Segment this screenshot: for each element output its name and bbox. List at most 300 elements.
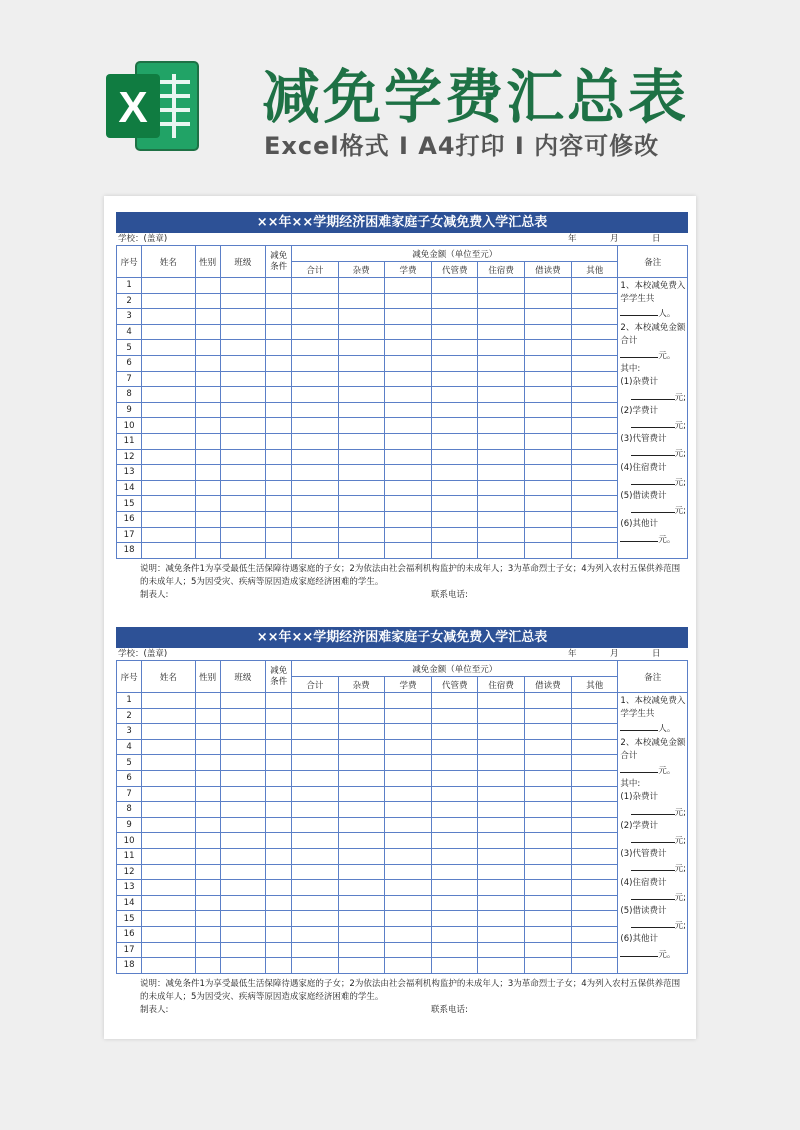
table-cell[interactable] <box>432 848 478 864</box>
table-cell[interactable] <box>572 543 618 559</box>
table-cell[interactable] <box>338 880 384 896</box>
table-cell[interactable] <box>266 324 292 340</box>
table-cell[interactable] <box>338 708 384 724</box>
table-cell[interactable] <box>220 449 265 465</box>
table-cell[interactable] <box>432 480 478 496</box>
table-cell[interactable] <box>266 755 292 771</box>
table-cell[interactable] <box>266 340 292 356</box>
table-cell[interactable] <box>195 324 220 340</box>
table-cell[interactable] <box>524 418 571 434</box>
table-cell[interactable] <box>142 496 195 512</box>
table-cell[interactable] <box>338 371 384 387</box>
table-cell[interactable] <box>142 708 195 724</box>
table-cell[interactable] <box>338 387 384 403</box>
table-cell[interactable] <box>220 527 265 543</box>
table-cell[interactable] <box>142 911 195 927</box>
table-cell[interactable] <box>572 942 618 958</box>
table-cell[interactable] <box>292 708 338 724</box>
table-cell[interactable] <box>384 739 431 755</box>
table-cell[interactable] <box>220 543 265 559</box>
table-cell[interactable] <box>432 864 478 880</box>
table-cell[interactable] <box>195 817 220 833</box>
table-cell[interactable] <box>432 770 478 786</box>
table-cell[interactable] <box>478 958 524 974</box>
table-cell[interactable] <box>572 465 618 481</box>
table-cell[interactable] <box>142 387 195 403</box>
table-cell[interactable] <box>572 496 618 512</box>
table-cell[interactable] <box>266 449 292 465</box>
table-cell[interactable] <box>220 480 265 496</box>
table-cell[interactable] <box>572 309 618 325</box>
table-cell[interactable] <box>142 958 195 974</box>
table-cell[interactable] <box>432 739 478 755</box>
table-cell[interactable] <box>195 911 220 927</box>
table-cell[interactable] <box>432 433 478 449</box>
table-cell[interactable] <box>142 739 195 755</box>
table-cell[interactable] <box>292 770 338 786</box>
table-cell[interactable] <box>338 926 384 942</box>
table-cell[interactable] <box>478 911 524 927</box>
table-cell[interactable] <box>292 926 338 942</box>
table-cell[interactable] <box>338 465 384 481</box>
table-cell[interactable] <box>292 833 338 849</box>
table-cell[interactable] <box>142 309 195 325</box>
table-cell[interactable] <box>266 958 292 974</box>
table-cell[interactable] <box>478 926 524 942</box>
table-cell[interactable] <box>572 402 618 418</box>
table-cell[interactable] <box>266 293 292 309</box>
table-cell[interactable] <box>338 848 384 864</box>
table-cell[interactable] <box>292 724 338 740</box>
table-cell[interactable] <box>524 693 571 709</box>
table-cell[interactable] <box>266 770 292 786</box>
table-cell[interactable] <box>338 755 384 771</box>
table-cell[interactable] <box>478 402 524 418</box>
table-cell[interactable] <box>142 755 195 771</box>
table-cell[interactable] <box>478 340 524 356</box>
table-cell[interactable] <box>142 864 195 880</box>
table-cell[interactable] <box>292 449 338 465</box>
table-cell[interactable] <box>572 802 618 818</box>
table-cell[interactable] <box>338 480 384 496</box>
table-cell[interactable] <box>384 848 431 864</box>
table-cell[interactable] <box>478 309 524 325</box>
table-cell[interactable] <box>266 817 292 833</box>
table-cell[interactable] <box>195 278 220 294</box>
table-cell[interactable] <box>384 355 431 371</box>
table-cell[interactable] <box>292 418 338 434</box>
table-cell[interactable] <box>292 739 338 755</box>
table-cell[interactable] <box>220 833 265 849</box>
table-cell[interactable] <box>384 324 431 340</box>
table-cell[interactable] <box>292 693 338 709</box>
table-cell[interactable] <box>432 817 478 833</box>
table-cell[interactable] <box>338 693 384 709</box>
table-cell[interactable] <box>338 958 384 974</box>
table-cell[interactable] <box>142 693 195 709</box>
table-cell[interactable] <box>432 371 478 387</box>
table-cell[interactable] <box>292 480 338 496</box>
table-cell[interactable] <box>524 527 571 543</box>
table-cell[interactable] <box>572 355 618 371</box>
table-cell[interactable] <box>292 387 338 403</box>
table-cell[interactable] <box>384 465 431 481</box>
table-cell[interactable] <box>142 880 195 896</box>
table-cell[interactable] <box>338 911 384 927</box>
table-cell[interactable] <box>220 309 265 325</box>
table-cell[interactable] <box>524 465 571 481</box>
table-cell[interactable] <box>338 278 384 294</box>
table-cell[interactable] <box>338 527 384 543</box>
table-cell[interactable] <box>266 802 292 818</box>
table-cell[interactable] <box>266 418 292 434</box>
table-cell[interactable] <box>384 543 431 559</box>
table-cell[interactable] <box>478 786 524 802</box>
table-cell[interactable] <box>384 926 431 942</box>
table-cell[interactable] <box>384 527 431 543</box>
table-cell[interactable] <box>524 911 571 927</box>
table-cell[interactable] <box>572 418 618 434</box>
table-cell[interactable] <box>266 511 292 527</box>
table-cell[interactable] <box>220 371 265 387</box>
table-cell[interactable] <box>292 880 338 896</box>
table-cell[interactable] <box>572 433 618 449</box>
table-cell[interactable] <box>195 708 220 724</box>
table-cell[interactable] <box>432 465 478 481</box>
table-cell[interactable] <box>384 833 431 849</box>
table-cell[interactable] <box>384 958 431 974</box>
table-cell[interactable] <box>142 786 195 802</box>
table-cell[interactable] <box>142 293 195 309</box>
table-cell[interactable] <box>292 958 338 974</box>
table-cell[interactable] <box>292 864 338 880</box>
table-cell[interactable] <box>142 511 195 527</box>
table-cell[interactable] <box>384 693 431 709</box>
table-cell[interactable] <box>384 911 431 927</box>
table-cell[interactable] <box>524 724 571 740</box>
table-cell[interactable] <box>220 724 265 740</box>
table-cell[interactable] <box>384 864 431 880</box>
table-cell[interactable] <box>220 387 265 403</box>
table-cell[interactable] <box>478 833 524 849</box>
table-cell[interactable] <box>478 293 524 309</box>
table-cell[interactable] <box>142 817 195 833</box>
table-cell[interactable] <box>292 371 338 387</box>
table-cell[interactable] <box>292 465 338 481</box>
table-cell[interactable] <box>195 340 220 356</box>
table-cell[interactable] <box>338 433 384 449</box>
table-cell[interactable] <box>524 895 571 911</box>
table-cell[interactable] <box>220 786 265 802</box>
table-cell[interactable] <box>292 527 338 543</box>
table-cell[interactable] <box>572 693 618 709</box>
table-cell[interactable] <box>195 387 220 403</box>
table-cell[interactable] <box>524 880 571 896</box>
table-cell[interactable] <box>384 755 431 771</box>
table-cell[interactable] <box>384 496 431 512</box>
table-cell[interactable] <box>292 293 338 309</box>
table-cell[interactable] <box>142 355 195 371</box>
table-cell[interactable] <box>195 465 220 481</box>
table-cell[interactable] <box>478 278 524 294</box>
table-cell[interactable] <box>572 324 618 340</box>
table-cell[interactable] <box>432 355 478 371</box>
table-cell[interactable] <box>572 958 618 974</box>
table-cell[interactable] <box>195 724 220 740</box>
table-cell[interactable] <box>220 708 265 724</box>
table-cell[interactable] <box>478 693 524 709</box>
table-cell[interactable] <box>220 755 265 771</box>
table-cell[interactable] <box>195 755 220 771</box>
table-cell[interactable] <box>266 496 292 512</box>
table-cell[interactable] <box>524 340 571 356</box>
table-cell[interactable] <box>384 942 431 958</box>
table-cell[interactable] <box>524 293 571 309</box>
table-cell[interactable] <box>572 770 618 786</box>
table-cell[interactable] <box>195 693 220 709</box>
table-cell[interactable] <box>432 880 478 896</box>
table-cell[interactable] <box>384 293 431 309</box>
table-cell[interactable] <box>266 527 292 543</box>
table-cell[interactable] <box>266 371 292 387</box>
table-cell[interactable] <box>292 848 338 864</box>
table-cell[interactable] <box>266 739 292 755</box>
table-cell[interactable] <box>220 278 265 294</box>
table-cell[interactable] <box>478 527 524 543</box>
table-cell[interactable] <box>338 739 384 755</box>
table-cell[interactable] <box>432 724 478 740</box>
table-cell[interactable] <box>524 449 571 465</box>
table-cell[interactable] <box>478 724 524 740</box>
table-cell[interactable] <box>220 770 265 786</box>
table-cell[interactable] <box>338 770 384 786</box>
table-cell[interactable] <box>478 496 524 512</box>
table-cell[interactable] <box>338 449 384 465</box>
table-cell[interactable] <box>432 755 478 771</box>
table-cell[interactable] <box>338 309 384 325</box>
table-cell[interactable] <box>572 371 618 387</box>
table-cell[interactable] <box>432 527 478 543</box>
table-cell[interactable] <box>432 309 478 325</box>
table-cell[interactable] <box>195 309 220 325</box>
table-cell[interactable] <box>524 387 571 403</box>
table-cell[interactable] <box>266 864 292 880</box>
table-cell[interactable] <box>292 911 338 927</box>
table-cell[interactable] <box>142 371 195 387</box>
table-cell[interactable] <box>338 833 384 849</box>
table-cell[interactable] <box>195 848 220 864</box>
table-cell[interactable] <box>195 480 220 496</box>
table-cell[interactable] <box>524 324 571 340</box>
table-cell[interactable] <box>266 880 292 896</box>
table-cell[interactable] <box>572 926 618 942</box>
table-cell[interactable] <box>384 278 431 294</box>
table-cell[interactable] <box>338 942 384 958</box>
table-cell[interactable] <box>195 770 220 786</box>
table-cell[interactable] <box>338 496 384 512</box>
table-cell[interactable] <box>432 543 478 559</box>
table-cell[interactable] <box>195 864 220 880</box>
table-cell[interactable] <box>572 786 618 802</box>
table-cell[interactable] <box>432 958 478 974</box>
table-cell[interactable] <box>338 543 384 559</box>
table-cell[interactable] <box>220 848 265 864</box>
table-cell[interactable] <box>142 480 195 496</box>
table-cell[interactable] <box>195 786 220 802</box>
table-cell[interactable] <box>292 355 338 371</box>
table-cell[interactable] <box>524 864 571 880</box>
table-cell[interactable] <box>220 355 265 371</box>
table-cell[interactable] <box>220 880 265 896</box>
table-cell[interactable] <box>220 739 265 755</box>
table-cell[interactable] <box>524 433 571 449</box>
table-cell[interactable] <box>572 895 618 911</box>
table-cell[interactable] <box>432 324 478 340</box>
table-cell[interactable] <box>142 833 195 849</box>
table-cell[interactable] <box>572 449 618 465</box>
table-cell[interactable] <box>384 340 431 356</box>
table-cell[interactable] <box>384 387 431 403</box>
table-cell[interactable] <box>266 387 292 403</box>
table-cell[interactable] <box>572 511 618 527</box>
table-cell[interactable] <box>384 817 431 833</box>
table-cell[interactable] <box>572 848 618 864</box>
table-cell[interactable] <box>195 511 220 527</box>
table-cell[interactable] <box>338 402 384 418</box>
table-cell[interactable] <box>478 864 524 880</box>
table-cell[interactable] <box>338 786 384 802</box>
table-cell[interactable] <box>266 355 292 371</box>
table-cell[interactable] <box>195 496 220 512</box>
table-cell[interactable] <box>478 848 524 864</box>
table-cell[interactable] <box>384 786 431 802</box>
table-cell[interactable] <box>195 942 220 958</box>
table-cell[interactable] <box>572 833 618 849</box>
table-cell[interactable] <box>524 786 571 802</box>
table-cell[interactable] <box>220 433 265 449</box>
table-cell[interactable] <box>524 480 571 496</box>
table-cell[interactable] <box>478 387 524 403</box>
table-cell[interactable] <box>432 387 478 403</box>
table-cell[interactable] <box>384 708 431 724</box>
table-cell[interactable] <box>572 739 618 755</box>
table-cell[interactable] <box>292 309 338 325</box>
table-cell[interactable] <box>292 278 338 294</box>
table-cell[interactable] <box>142 324 195 340</box>
table-cell[interactable] <box>384 402 431 418</box>
table-cell[interactable] <box>432 278 478 294</box>
table-cell[interactable] <box>292 340 338 356</box>
table-cell[interactable] <box>478 511 524 527</box>
table-cell[interactable] <box>338 293 384 309</box>
table-cell[interactable] <box>266 926 292 942</box>
table-cell[interactable] <box>266 402 292 418</box>
table-cell[interactable] <box>220 926 265 942</box>
table-cell[interactable] <box>384 880 431 896</box>
table-cell[interactable] <box>478 708 524 724</box>
table-cell[interactable] <box>384 895 431 911</box>
table-cell[interactable] <box>220 817 265 833</box>
table-cell[interactable] <box>266 543 292 559</box>
table-cell[interactable] <box>338 418 384 434</box>
table-cell[interactable] <box>572 817 618 833</box>
table-cell[interactable] <box>432 942 478 958</box>
table-cell[interactable] <box>384 371 431 387</box>
table-cell[interactable] <box>266 833 292 849</box>
table-cell[interactable] <box>478 739 524 755</box>
table-cell[interactable] <box>524 402 571 418</box>
table-cell[interactable] <box>292 895 338 911</box>
table-cell[interactable] <box>432 293 478 309</box>
table-cell[interactable] <box>478 449 524 465</box>
table-cell[interactable] <box>572 387 618 403</box>
table-cell[interactable] <box>220 465 265 481</box>
table-cell[interactable] <box>572 527 618 543</box>
table-cell[interactable] <box>524 543 571 559</box>
table-cell[interactable] <box>292 942 338 958</box>
table-cell[interactable] <box>266 433 292 449</box>
table-cell[interactable] <box>572 911 618 927</box>
table-cell[interactable] <box>292 817 338 833</box>
table-cell[interactable] <box>524 942 571 958</box>
table-cell[interactable] <box>478 942 524 958</box>
table-cell[interactable] <box>384 802 431 818</box>
table-cell[interactable] <box>142 770 195 786</box>
table-cell[interactable] <box>195 833 220 849</box>
table-cell[interactable] <box>432 402 478 418</box>
table-cell[interactable] <box>524 770 571 786</box>
table-cell[interactable] <box>478 770 524 786</box>
table-cell[interactable] <box>142 433 195 449</box>
table-cell[interactable] <box>432 449 478 465</box>
table-cell[interactable] <box>524 739 571 755</box>
table-cell[interactable] <box>266 480 292 496</box>
table-cell[interactable] <box>266 693 292 709</box>
table-cell[interactable] <box>195 402 220 418</box>
table-cell[interactable] <box>292 433 338 449</box>
table-cell[interactable] <box>478 895 524 911</box>
table-cell[interactable] <box>432 340 478 356</box>
table-cell[interactable] <box>195 926 220 942</box>
table-cell[interactable] <box>266 708 292 724</box>
table-cell[interactable] <box>572 880 618 896</box>
table-cell[interactable] <box>195 371 220 387</box>
table-cell[interactable] <box>292 402 338 418</box>
table-cell[interactable] <box>478 465 524 481</box>
table-cell[interactable] <box>478 543 524 559</box>
table-cell[interactable] <box>266 895 292 911</box>
table-cell[interactable] <box>338 355 384 371</box>
table-cell[interactable] <box>384 724 431 740</box>
table-cell[interactable] <box>384 511 431 527</box>
table-cell[interactable] <box>220 895 265 911</box>
table-cell[interactable] <box>524 371 571 387</box>
table-cell[interactable] <box>384 770 431 786</box>
table-cell[interactable] <box>432 693 478 709</box>
table-cell[interactable] <box>478 418 524 434</box>
table-cell[interactable] <box>524 817 571 833</box>
table-cell[interactable] <box>220 911 265 927</box>
table-cell[interactable] <box>220 340 265 356</box>
table-cell[interactable] <box>432 833 478 849</box>
table-cell[interactable] <box>432 708 478 724</box>
table-cell[interactable] <box>432 496 478 512</box>
table-cell[interactable] <box>572 293 618 309</box>
table-cell[interactable] <box>432 926 478 942</box>
table-cell[interactable] <box>432 911 478 927</box>
table-cell[interactable] <box>384 418 431 434</box>
table-cell[interactable] <box>266 786 292 802</box>
